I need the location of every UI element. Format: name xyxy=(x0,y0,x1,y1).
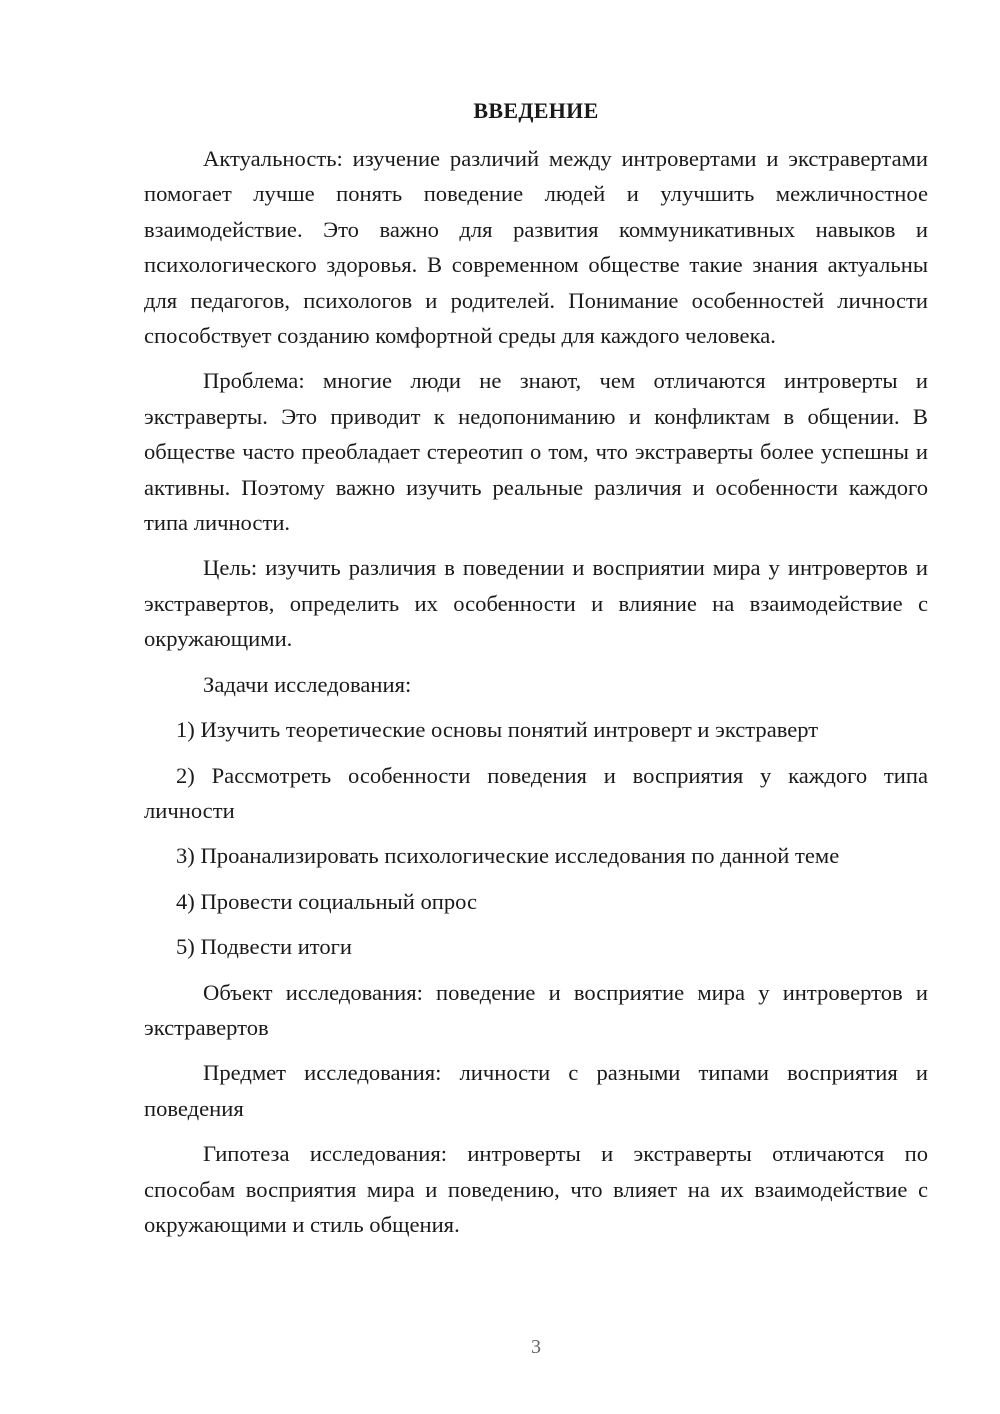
paragraph-hypothesis: Гипотеза исследования: интроверты и экстраверты отличаются по способам восприятия мира и поведению, что влияет на их взаимодействие с окружающими и стиль общения. xyxy=(144,1141,928,1237)
task-item-3: 3) Проанализировать психологические исследования по данной теме xyxy=(176,843,840,869)
paragraph-relevance: Актуальность: изучение различий между интровертами и экстравертами помогает лучше понять поведение людей и улучшить межличностное взаимодействие. Это важно для развития коммуникативных навыков и психологического здоровья. В современном обществе такие знания актуальны для педагогов, психологов и родителей. Понимание особенностей личности способствует созданию комфортной среды для каждого человека. xyxy=(144,146,928,349)
document-body xyxy=(144,141,928,1242)
paragraph-subject: Предмет исследования: личности с разными типами восприятия и поведения xyxy=(144,1060,928,1121)
task-item-1: 1) Изучить теоретические основы понятий интроверт и экстраверт xyxy=(176,717,819,743)
section-title: ВВЕДЕНИЕ xyxy=(473,98,599,123)
paragraph-object: Объект исследования: поведение и восприятие мира у интровертов и экстравертов xyxy=(144,979,928,1040)
paragraph-problem: Проблема: многие люди не знают, чем отличаются интроверты и экстраверты. Это приводит к недопониманию и конфликтам в общении. В обществе часто преобладает стереотип о том, что экстраверты более успешны и активны. Поэтому важно изучить реальные различия и особенности каждого типа личности. xyxy=(144,368,928,536)
task-item-5: 5) Подвести итоги xyxy=(176,934,353,960)
page-number: 3 xyxy=(531,1336,541,1358)
paragraph-goal: Цель: изучить различия в поведении и восприятии мира у интровертов и экстравертов, определить их особенности и влияние на взаимодействие с окружающими. xyxy=(144,555,928,652)
task-item-2: 2) Рассмотреть особенности поведения и восприятия у каждого типа личности xyxy=(144,762,928,823)
task-item-4: 4) Провести социальный опрос xyxy=(176,888,478,914)
paragraph-tasks-heading: Задачи исследования: xyxy=(203,671,412,697)
